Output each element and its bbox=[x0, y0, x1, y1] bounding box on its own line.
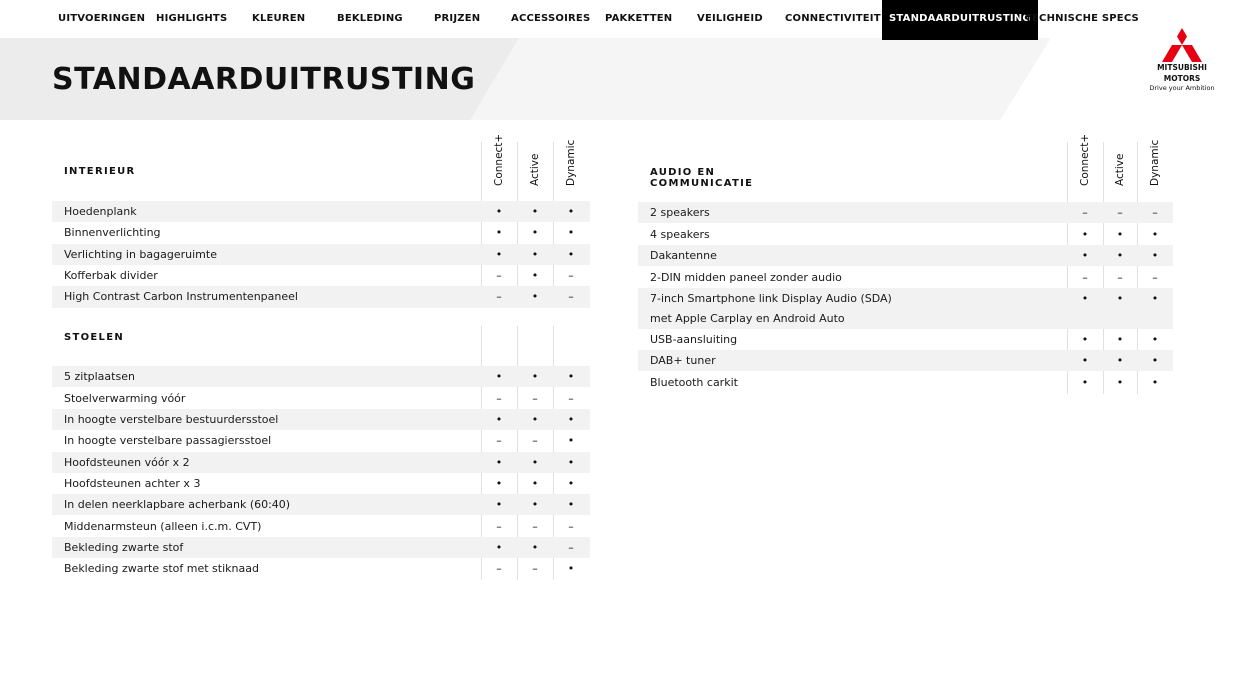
nav-item-prijzen[interactable]: PRIJZEN bbox=[434, 13, 481, 24]
nav-item-veiligheid[interactable]: VEILIGHEID bbox=[697, 13, 763, 24]
table-row: Hoofdsteunen achter x 3 • • • bbox=[64, 477, 575, 490]
table-row: 7-inch Smartphone link Display Audio (SDA) met Apple Carplay en Android Auto • • • bbox=[638, 288, 1173, 329]
table-row: 4 speakers • • • bbox=[650, 228, 1159, 241]
table-row: USB-aansluiting • • • bbox=[650, 333, 1159, 346]
section-title-interieur: INTERIEUR bbox=[64, 166, 136, 177]
table-row: Middenarmsteun (alleen i.c.m. CVT) – – – bbox=[64, 520, 574, 533]
column-header-connect-plus: Connect+ bbox=[1079, 133, 1091, 186]
logo-line2: MOTORS bbox=[1163, 73, 1201, 83]
nav-item-kleuren[interactable]: KLEUREN bbox=[252, 13, 306, 24]
table-row: Bekleding zwarte stof • • – bbox=[52, 537, 590, 558]
nav-item-accessoires[interactable]: ACCESSOIRES bbox=[511, 13, 591, 24]
top-navigation bbox=[0, 0, 1244, 38]
table-row: Bluetooth carkit • • • bbox=[650, 376, 1159, 389]
table-row: In hoogte verstelbare passagiersstoel – – • bbox=[64, 434, 575, 447]
table-row: Hoedenplank • • • bbox=[52, 201, 590, 222]
logo-tagline: Drive your Ambition bbox=[1149, 84, 1215, 92]
page-title: STANDAARDUITRUSTING bbox=[52, 62, 476, 97]
nav-item-connectiviteit[interactable]: CONNECTIVITEIT bbox=[785, 13, 881, 24]
table-row: In hoogte verstelbare bestuurdersstoel • • • bbox=[52, 409, 590, 430]
table-row: Hoofdsteunen vóór x 2 • • • bbox=[52, 452, 590, 473]
table-row: Verlichting in bagageruimte • • • bbox=[52, 244, 590, 265]
logo-line1: MITSUBISHI bbox=[1157, 63, 1207, 72]
three-diamonds-icon bbox=[1162, 28, 1202, 62]
table-row: 2-DIN midden paneel zonder audio – – – bbox=[650, 271, 1158, 284]
column-header-connect-plus: Connect+ bbox=[493, 133, 505, 186]
column-header-active: Active bbox=[1114, 153, 1126, 186]
nav-item-pakketten[interactable]: PAKKETTEN bbox=[605, 13, 673, 24]
nav-item-uitvoeringen[interactable]: UITVOERINGEN bbox=[58, 13, 146, 24]
nav-item-technische-specs[interactable]: TECHNISCHE SPECS bbox=[1025, 13, 1139, 24]
nav-item-standaarduitrusting[interactable]: STANDAARDUITRUSTING bbox=[882, 0, 1038, 38]
table-row: 2 speakers – – – bbox=[638, 202, 1173, 223]
table-row: High Contrast Carbon Instrumentenpaneel – • – bbox=[52, 286, 590, 308]
table-row: Kofferbak divider – • – bbox=[64, 269, 574, 282]
column-header-dynamic: Dynamic bbox=[565, 139, 577, 186]
column-header-dynamic: Dynamic bbox=[1149, 139, 1161, 186]
table-row: DAB+ tuner • • • bbox=[638, 350, 1173, 371]
table-row: Dakantenne • • • bbox=[638, 245, 1173, 266]
table-row: 5 zitplaatsen • • • bbox=[52, 366, 590, 387]
table-row: In delen neerklapbare acherbank (60:40) • • • bbox=[52, 494, 590, 515]
nav-item-highlights[interactable]: HIGHLIGHTS bbox=[156, 13, 228, 24]
mitsubishi-logo bbox=[1146, 28, 1218, 92]
table-row: Stoelverwarming vóór – – – bbox=[64, 392, 574, 405]
column-header-active: Active bbox=[529, 153, 541, 186]
nav-item-bekleding[interactable]: BEKLEDING bbox=[337, 13, 403, 24]
table-row: Binnenverlichting • • • bbox=[64, 226, 575, 239]
section-title-stoelen: STOELEN bbox=[64, 332, 125, 343]
table-row: Bekleding zwarte stof met stiknaad – – • bbox=[64, 562, 575, 575]
section-title-audio: AUDIO EN COMMUNICATIE bbox=[650, 167, 754, 189]
